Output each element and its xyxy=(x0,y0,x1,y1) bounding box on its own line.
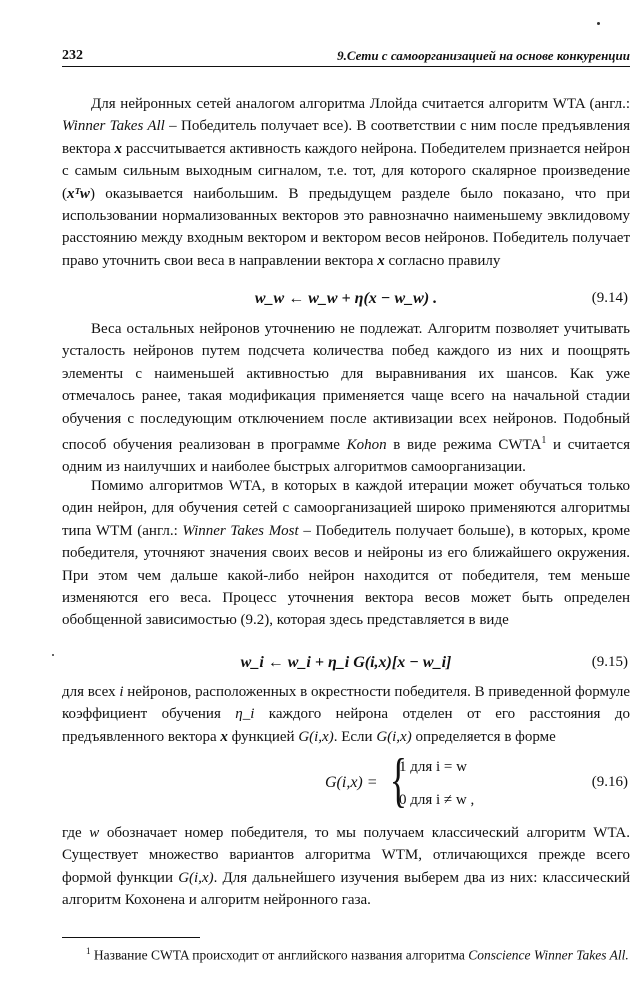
paragraph-wta-intro: Для нейронных сетей аналогом алгоритма Ллойда считается алгоритм WTA (англ.: Winner Takes All – Победитель получает все). В соответствии с ним после предъявления вектора x рассчитывается активность каждого нейрона. Победителем признается нейрон с самым сильным выходным сигналом, т.е. тот, для которого скалярное произведение (xᵀw) оказывается наибольшим. В предыдущем разделе было показано, что при использовании нормализованных векторов это равнозначно наименьшему эвклидовому расстоянию между входным вектором и вектором весов нейронов. Победитель получает право уточнить свои веса в направлении вектора x согласно правилу xyxy=(62,96,630,269)
equation-9-16-case-1: 1 для i = w xyxy=(399,759,467,775)
footnote: $^1$ Название CWTA происходит от английского названия алгоритма Conscience Winner Takes All. xyxy=(86,946,629,963)
paragraph-wtm: Помимо алгоритмов WTA, в которых в каждой итерации может обучаться только один нейрон, для обучения сетей с самоорганизацией широко применяются алгоритмы типа WTM (англ.: Winner Takes Most – Победитель получает больше), в которых, кроме победителя, уточняют значения своих весов и нейроны из его ближайшего окружения. При этом чем дальше какой-либо нейрон находится от победителя, тем меньше изменяются его веса. Процесс уточнения вектора весов может быть определен обобщенной зависимостью (9.2), которая здесь представляется в виде xyxy=(62,478,630,629)
equation-9-16-lhs: G(i,x) = xyxy=(325,774,378,791)
page-header xyxy=(62,44,630,67)
scan-speck xyxy=(597,22,600,25)
chapter-title: 9.Сети с самоорганизацией на основе конкуренции xyxy=(337,48,630,63)
paragraph-wta-classic: где w обозначает номер победителя, то мы получаем классический алгоритм WTA. Существует множество вариантов алгоритма WTM, отличающихся прежде всего формой функции G(i,x). Для дальнейшего изучения выберем два из них: классический алгоритм Кохонена и алгоритм нейронного газа. xyxy=(62,825,630,909)
paragraph-conscience: Веса остальных нейронов уточнению не подлежат. Алгоритм позволяет учитывать усталость нейронов путем подсчета количества побед каждого из них и поощрять элементы с наименьшей активностью для выравнивания их шансов. Как уже отмечалось ранее, такая модификация применяется чаще всего на начальной стадии обучения с последующим отключением после активизации всех нейронов. Подобный способ обучения реализован в программе Kohon в виде режима CWTA$^1$ и считается одним из наилучших и наиболее быстрых алгоритмов самоорганизации. xyxy=(62,321,630,476)
page-number: 232 xyxy=(62,48,83,63)
equation-9-15-number: (9.15) xyxy=(591,654,628,670)
equation-9-14-expression: w_w ← w_w + η(x − w_w) . xyxy=(254,290,438,307)
equation-9-14 xyxy=(62,290,630,316)
equation-9-16 xyxy=(62,747,630,818)
equation-9-16-number: (9.16) xyxy=(591,774,628,790)
equation-9-15 xyxy=(62,654,630,680)
equation-9-16-case-2: 0 для i ≠ w , xyxy=(399,792,475,808)
left-brace: { xyxy=(389,747,408,813)
paragraph-neighborhood: для всех i нейронов, расположенных в окрестности победителя. В приведенной формуле коэффициент обучения η_i каждого нейрона отделен от его расстояния до предъявленного вектора x функцией G(i,x). Если G(i,x) определяется в форме xyxy=(62,684,631,745)
footnote-separator xyxy=(62,937,200,938)
equation-9-14-number: (9.14) xyxy=(591,290,628,306)
scan-speck xyxy=(52,654,54,656)
equation-9-15-expression: w_i ← w_i + η_i G(i,x)[x − w_i] xyxy=(240,654,452,671)
